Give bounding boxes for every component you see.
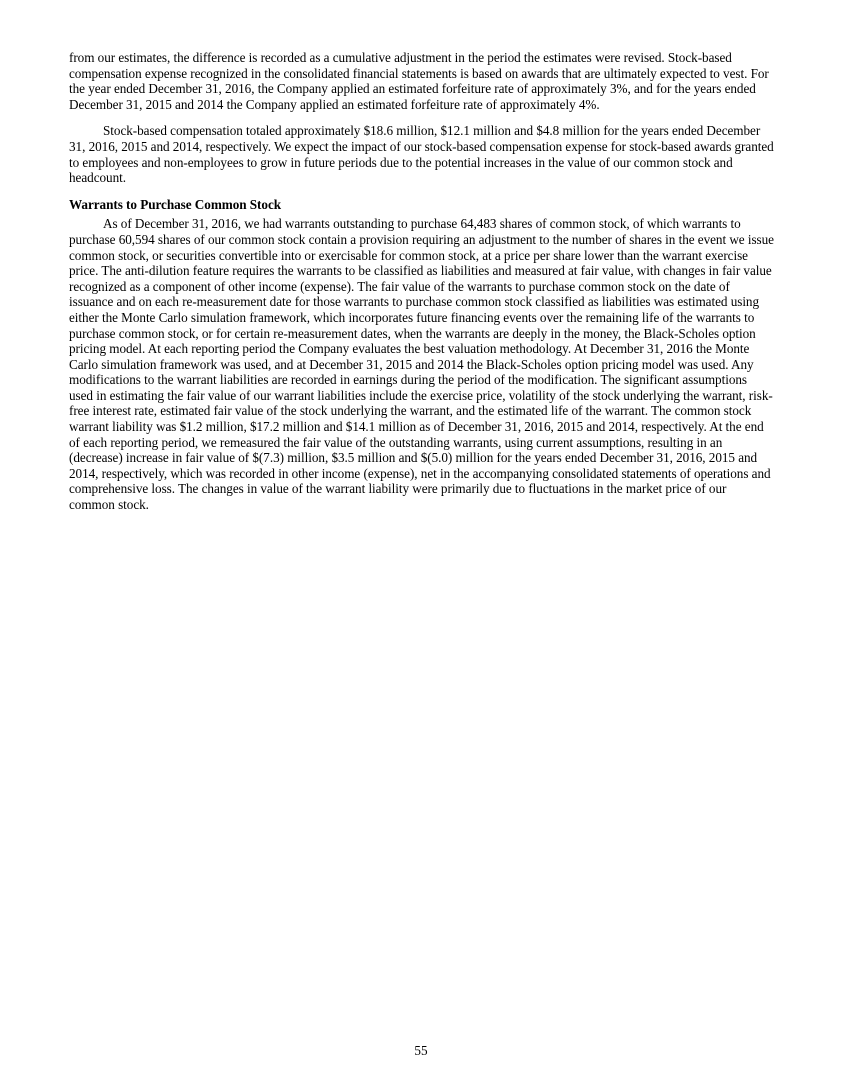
- section-heading-warrants: Warrants to Purchase Common Stock: [69, 196, 282, 212]
- paragraph-forfeiture-rate: from our estimates, the difference is recorded as a cumulative adjustment in the period the estimates were revised. Stock-based compensation expense recognized in the consolidated financial statements is based on awards that are ultimately expected to vest. For the year ended December 31, 2016, the Company applied an estimated forfeiture rate of approximately 3%, and for the years ended December 31, 2015 and 2014 the Company applied an estimated forfeiture rate of approximately 4%.: [69, 50, 769, 112]
- paragraph-stock-based-compensation: Stock-based compensation totaled approximately $18.6 million, $12.1 million and $4.8 million for the years ended December 31, 2016, 2015 and 2014, respectively. We expect the impact of our stock-based compensation expense for stock-based awards granted to employees and non-employees to grow in future periods due to the potential increases in the value of our common stock and headcount.: [69, 123, 774, 186]
- paragraph-warrants: As of December 31, 2016, we had warrants outstanding to purchase 64,483 shares of common stock, of which warrants to purchase 60,594 shares of our common stock contain a provision requiring an adjustment to the number of shares in the event we issue common stock, or securities convertible into or exercisable for common stock, at a price per share lower than the warrant exercise price. The anti-dilution feature requires the warrants to be classified as liabilities and measured at fair value, with changes in fair value recognized as a component of other income (expense). The fair value of the warrants to purchase common stock on the date of issuance and on each re-measurement date for those warrants to purchase common stock classified as liabilities was estimated using either the Monte Carlo simulation framework, which incorporates future financing events over the remaining life of the warrants to purchase common stock, or for certain re-measurement dates, when the warrants are deeply in the money, the Black-Scholes option pricing model. At each reporting period the Company evaluates the best valuation methodology. At December 31, 2016 the Monte Carlo simulation framework was used, and at December 31, 2015 and 2014 the Black-Scholes option pricing model was used. Any modifications to the warrant liabilities are recorded in earnings during the period of the modification. The significant assumptions used in estimating the fair value of our warrant liabilities include the exercise price, volatility of the stock underlying the warrant, risk-free interest rate, estimated fair value of the stock underlying the warrant, and the estimated life of the warrant. The common stock warrant liability was $1.2 million, $17.2 million and $14.1 million as of December 31, 2016, 2015 and 2014, respectively. At the end of each reporting period, we remeasured the fair value of the outstanding warrants, using current assumptions, resulting in an (decrease) increase in fair value of $(7.3) million, $3.5 million and $(5.0) million for the years ended December 31, 2016, 2015 and 2014, respectively, which was recorded in other income (expense), net in the accompanying consolidated statements of operations and comprehensive loss. The changes in value of the warrant liability were primarily due to fluctuations in the market price of our common stock.: [69, 216, 774, 513]
- page-number: 55: [414, 1043, 428, 1058]
- document-page: [69, 50, 774, 524]
